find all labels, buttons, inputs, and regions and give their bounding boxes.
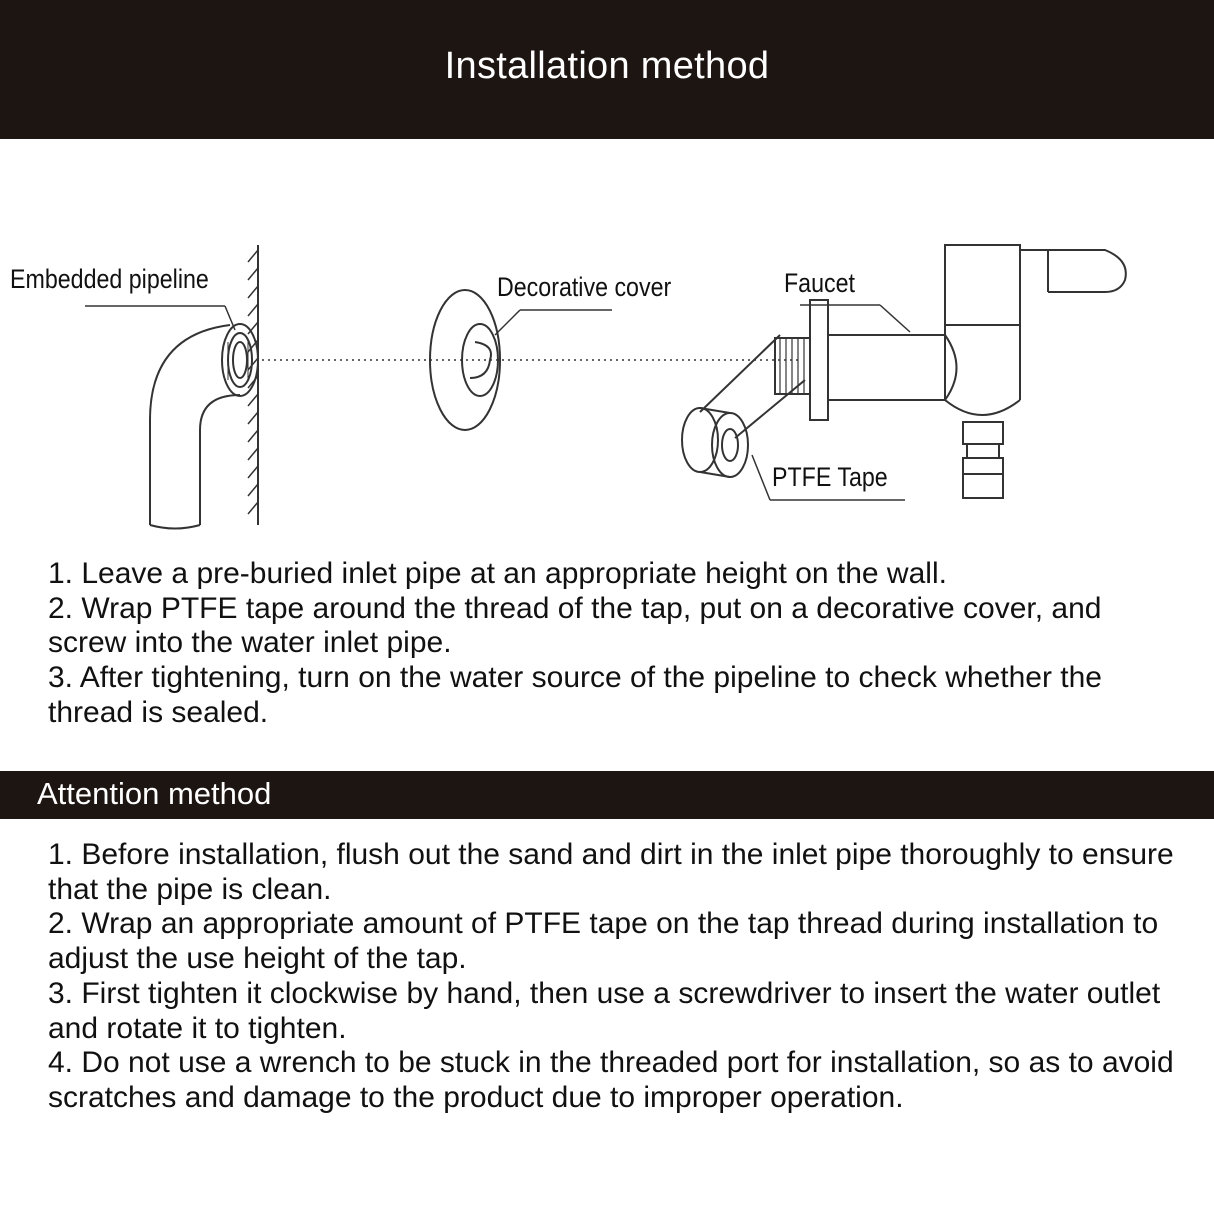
attention-step: 4. Do not use a wrench to be stuck in the threaded port for installation, so as to avoid scratches and damage to the product due to improper operation. [48,1046,1174,1114]
installation-step: 2. Wrap PTFE tape around the thread of the tap, put on a decorative cover, and screw into the water inlet pipe. [48,591,1102,660]
label-embedded-pipeline: Embedded pipeline [10,264,209,294]
label-ptfe-tape: PTFE Tape [772,462,888,492]
attention-title: Attention method [37,776,272,811]
installation-diagram [0,230,1214,540]
installation-steps [48,557,1178,731]
attention-banner [0,771,1214,819]
decorative-cover-icon [430,290,500,430]
installation-step: 1. Leave a pre-buried inlet pipe at an appropriate height on the wall. [48,557,947,590]
label-decorative-cover: Decorative cover [497,272,672,302]
title-banner [0,0,1214,139]
attention-step: 1. Before installation, flush out the sand and dirt in the inlet pipe thoroughly to ensure that the pipe is clean. [48,838,1174,906]
attention-step: 3. First tighten it clockwise by hand, then use a screwdriver to insert the water outlet and rotate it to tighten. [48,976,1161,1045]
attention-step: 2. Wrap an appropriate amount of PTFE tape on the tap thread during installation to adjust the use height of the tap. [48,907,1159,976]
page-title: Installation method [444,45,770,87]
label-faucet: Faucet [784,268,855,298]
attention-steps [48,838,1178,1116]
elbow-pipe-icon [150,324,258,529]
installation-step: 3. After tightening, turn on the water source of the pipeline to check whether the thread is sealed. [48,661,1102,729]
